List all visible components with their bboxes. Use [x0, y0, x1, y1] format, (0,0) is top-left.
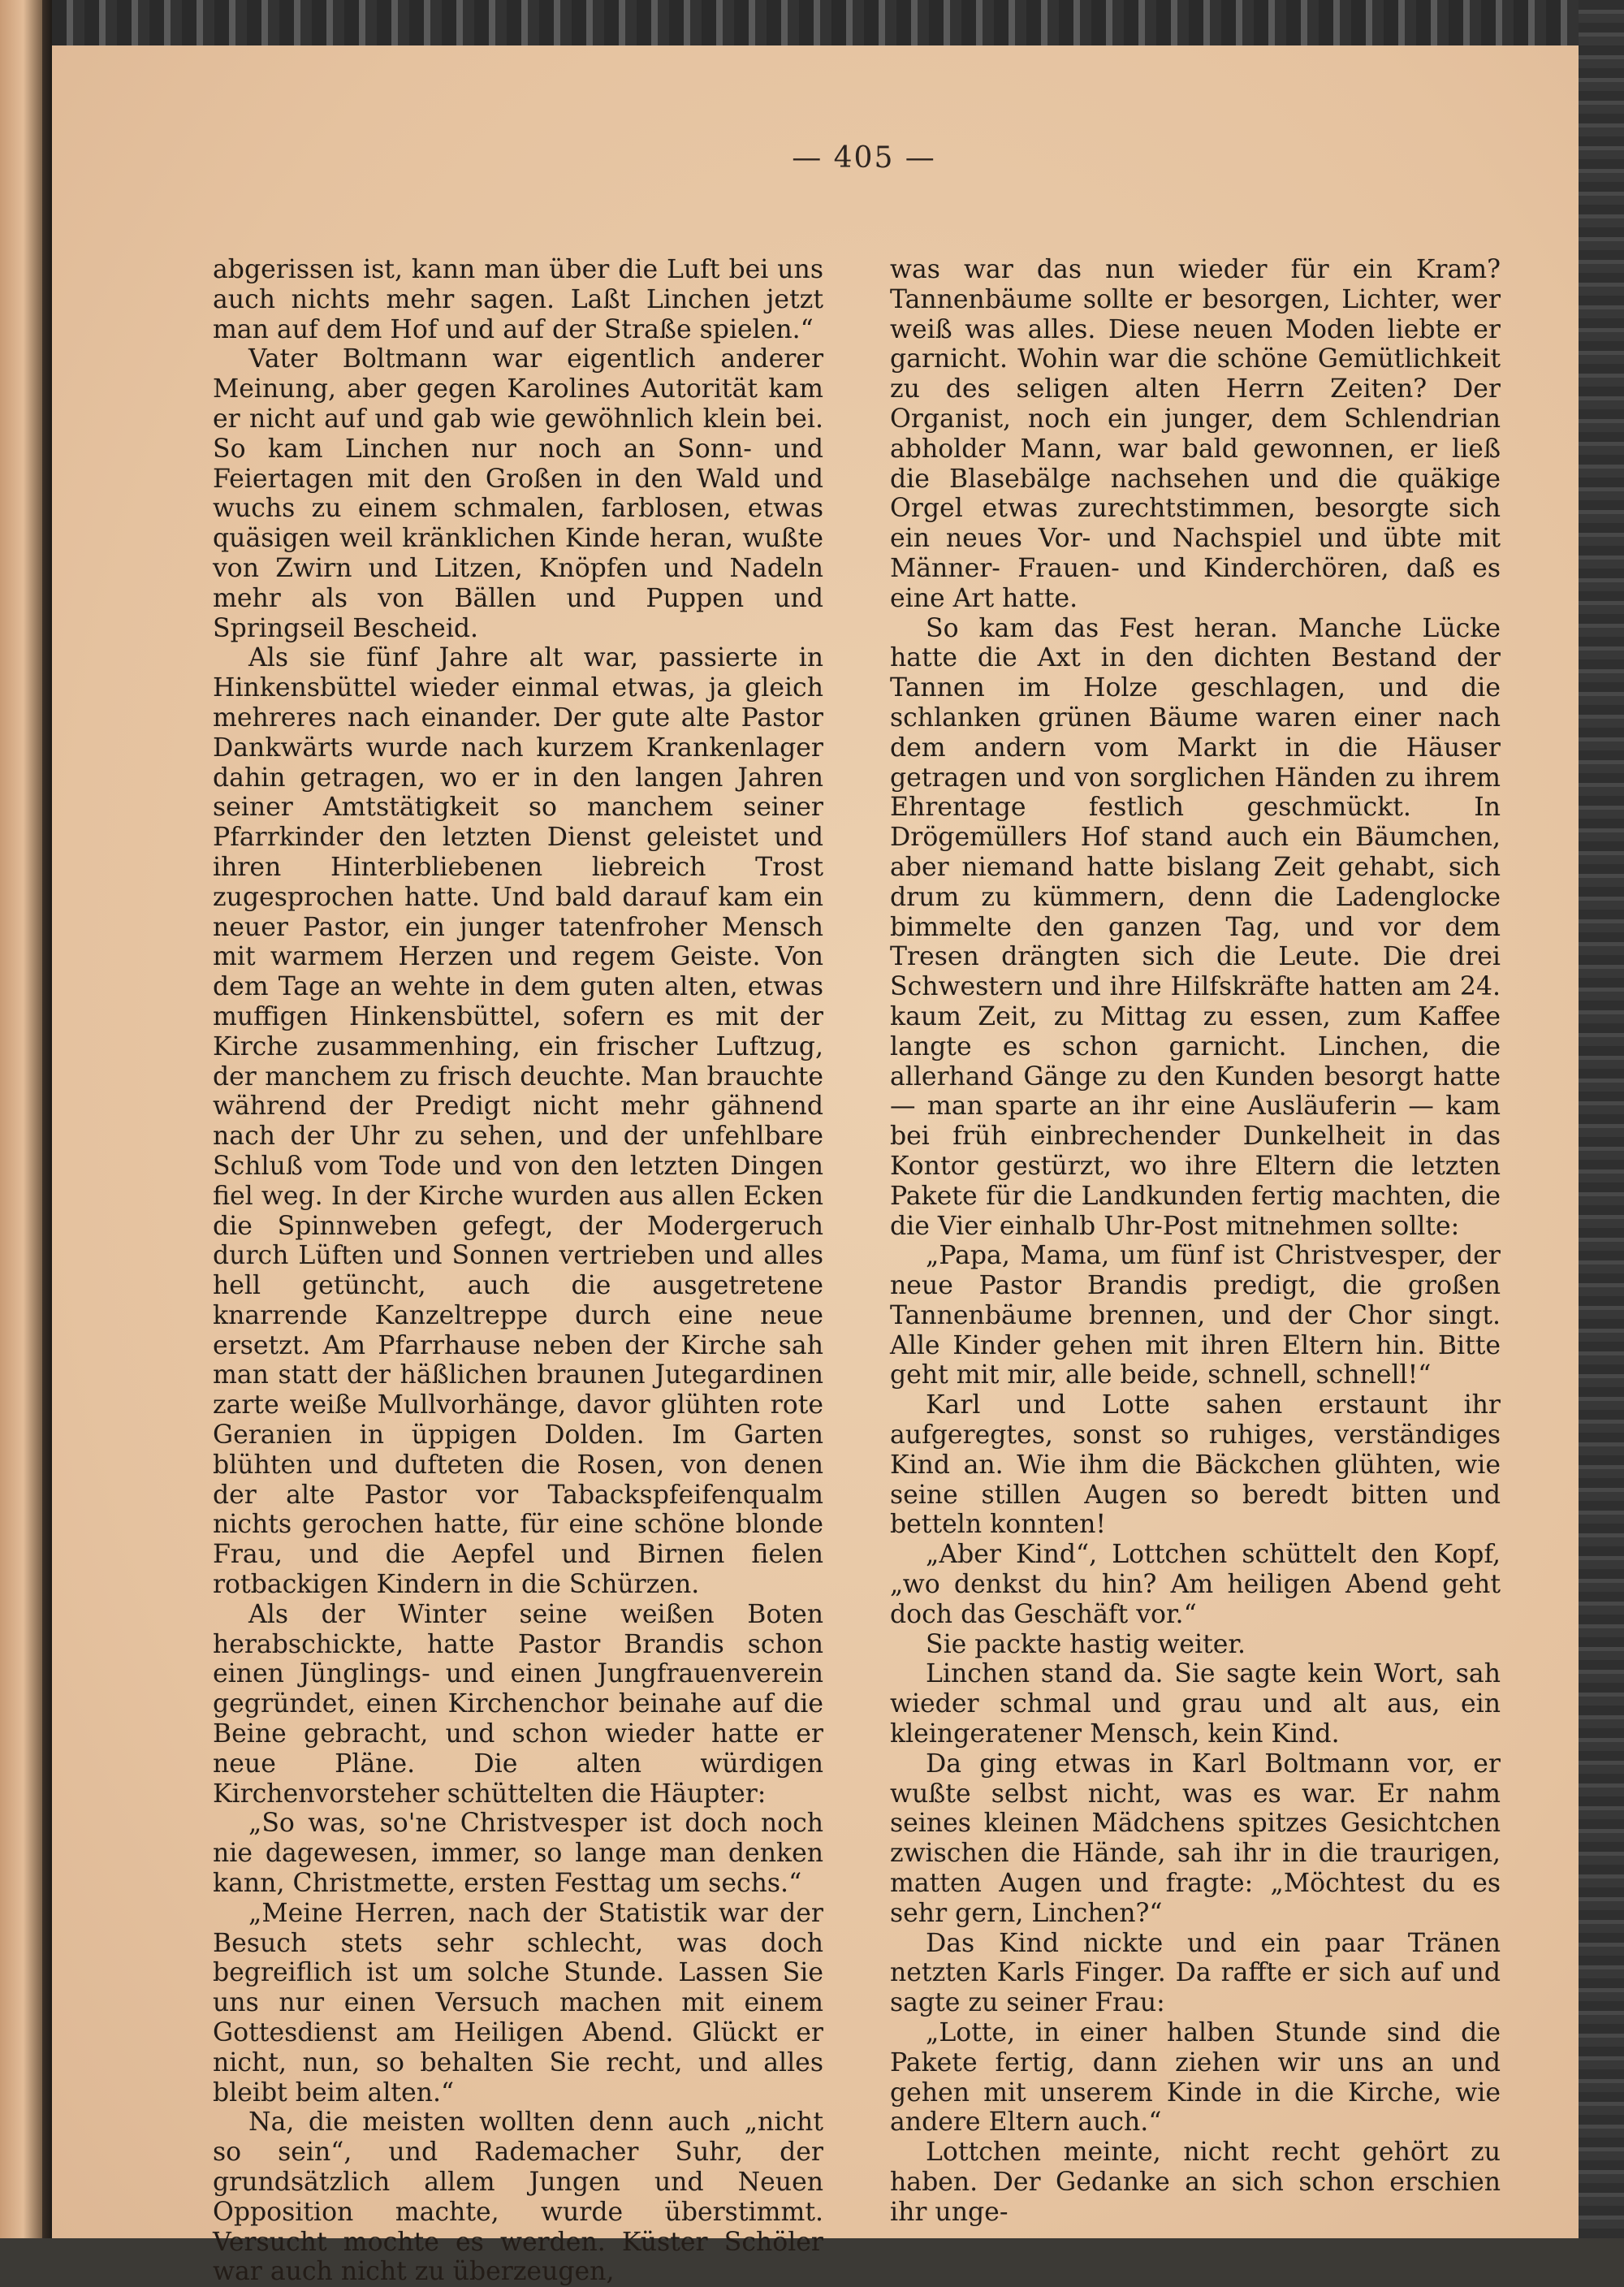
right-text-column: [890, 255, 1501, 2228]
paragraph: Lottchen meinte, nicht recht gehört zu haben. Der Gedanke an sich schon erschien ihr unge-: [890, 2138, 1501, 2227]
page: [52, 45, 1579, 2287]
paragraph: Na, die meisten wollten denn auch „nicht so sein“, und Rademacher Suhr, der grundsätzlich allem Jungen und Neuen Opposition machte, wurde überstimmt. Versucht mochte es werden. Küster Schöler war auch nicht zu überzeugen,: [213, 2108, 823, 2287]
paragraph: Karl und Lotte sahen erstaunt ihr aufgeregtes, sonst so ruhiges, verständiges Kind an. Wie ihm die Bäckchen glühten, wie seine stillen Augen so beredt bitten und betteln konnten!: [890, 1390, 1501, 1540]
paragraph: Vater Boltmann war eigentlich anderer Meinung, aber gegen Karolines Autorität kam er nicht auf und gab wie gewöhnlich klein bei. So kam Linchen nur noch an Sonn- und Feiertagen mit den Großen in den Wald und wuchs zu einem schmalen, farblosen, etwas quäsigen weil kränklichen Kinde heran, wußte von Zwirn und Litzen, Knöpfen und Nadeln mehr als von Bällen und Puppen und Springseil Bescheid.: [213, 344, 823, 643]
paragraph: „Lotte, in einer halben Stunde sind die Pakete fertig, dann ziehen wir uns an und gehen mit unserem Kinde in die Kirche, wie andere Eltern auch.“: [890, 2018, 1501, 2138]
paragraph: „Aber Kind“, Lottchen schüttelt den Kopf, „wo denkst du hin? Am heiligen Abend geht doch das Geschäft vor.“: [890, 1540, 1501, 1629]
paragraph: was war das nun wieder für ein Kram? Tannenbäume sollte er besorgen, Lichter, wer weiß was alles. Diese neuen Moden liebte er garnicht. Wohin war die schöne Gemütlichkeit zu des seligen alten Herrn Zeiten? Der Organist, noch ein junger, dem Schlendrian abholder Mann, war bald gewonnen, er ließ die Blasebälge nachsehen und die quäkige Orgel etwas zurechtstimmen, besorgte sich ein neues Vor- und Nachspiel und übte mit Männer- Frauen- und Kinderchören, daß es eine Art hatte.: [890, 255, 1501, 613]
left-text-column: [213, 255, 823, 2287]
paragraph: Als sie fünf Jahre alt war, passierte in Hinkensbüttel wieder einmal etwas, ja gleich mehreres nach einander. Der gute alte Pastor Dankwärts wurde nach kurzem Krankenlager dahin getragen, wo er in den langen Jahren seiner Amtstätigkeit so manchem seiner Pfarrkinder den letzten Dienst geleistet und ihren Hinterbliebenen liebreich Trost zugesprochen hatte. Und bald darauf kam ein neuer Pastor, ein junger tatenfroher Mensch mit warmem Herzen und regem Geiste. Von dem Tage an wehte in dem guten alten, etwas muffigen Hinkensbüttel, sofern es mit der Kirche zusammenhing, ein frischer Luftzug, der manchem zu frisch deuchte. Man brauchte während der Predigt nicht mehr gähnend nach der Uhr zu sehen, und der unfehlbare Schluß vom Tode und von den letzten Dingen fiel weg. In der Kirche wurden aus allen Ecken die Spinnweben gefegt, der Modergeruch durch Lüften und Sonnen vertrieben und alles hell getüncht, auch die ausgetretene knarrende Kanzeltreppe durch eine neue ersetzt. Am Pfarrhause neben der Kirche sah man statt der häßlichen braunen Jutegardinen zarte weiße Mullvorhänge, davor glühten rote Geranien in üppigen Dolden. Im Garten blühten und dufteten die Rosen, von denen der alte Pastor vor Tabackspfeifenqualm nichts gerochen hatte, für eine schöne blonde Frau, und die Aepfel und Birnen fielen rotbackigen Kindern in die Schürzen.: [213, 643, 823, 1600]
paragraph: Sie packte hastig weiter.: [926, 1629, 1246, 1659]
book-cover-right-edge: [1579, 0, 1624, 2238]
paragraph: „Papa, Mama, um fünf ist Christvesper, der neue Pastor Brandis predigt, die großen Tannenbäume brennen, und der Chor singt. Alle Kinder gehen mit ihren Eltern hin. Bitte geht mit mir, alle beide, schnell, schnell!“: [890, 1241, 1501, 1390]
paragraph: Als der Winter seine weißen Boten herabschickte, hatte Pastor Brandis schon einen Jünglings- und einen Jungfrauenverein gegründet, einen Kirchenchor beinahe auf die Beine gebracht, und schon wieder hatte er neue Pläne. Die alten würdigen Kirchenvorsteher schüttelten die Häupter:: [213, 1599, 823, 1809]
page-number: — 405 —: [792, 141, 936, 175]
book-gutter: [42, 0, 52, 2238]
paragraph: Da ging etwas in Karl Boltmann vor, er wußte selbst nicht, was es war. Er nahm seines kleinen Mädchens spitzes Gesichtchen zwischen die Hände, sah ihr in die traurigen, matten Augen und fragte: „Möchtest du es sehr gern, Linchen?“: [890, 1749, 1501, 1928]
paragraph: Das Kind nickte und ein paar Tränen netzten Karls Finger. Da raffte er sich auf und sagte zu seiner Frau:: [890, 1928, 1501, 2018]
paragraph: „So was, so'ne Christvesper ist doch noch nie dagewesen, immer, so lange man denken kann, Christmette, ersten Festtag um sechs.“: [213, 1809, 823, 1899]
paragraph: „Meine Herren, nach der Statistik war der Besuch stets sehr schlecht, was doch begreiflich ist um solche Stunde. Lassen Sie uns nur einen Versuch machen mit einem Gottesdienst am Heiligen Abend. Glückt er nicht, nun, so behalten Sie recht, und alles bleibt beim alten.“: [213, 1898, 823, 2108]
paragraph: So kam das Fest heran. Manche Lücke hatte die Axt in den dichten Bestand der Tannen im Holze geschlagen, und die schlanken grünen Bäume waren einer nach dem andern vom Markt in die Häuser getragen und von sorglichen Händen zu ihrem Ehrentage festlich geschmückt. In Drögemüllers Hof stand auch ein Bäumchen, aber niemand hatte bislang Zeit gehabt, sich drum zu kümmern, denn die Ladenglocke bimmelte den ganzen Tag, und vor dem Tresen drängten sich die Leute. Die drei Schwestern und ihre Hilfskräfte hatten am 24. kaum Zeit, zu Mittag zu essen, zum Kaffee langte es schon garnicht. Linchen, die allerhand Gänge zu den Kunden besorgt hatte — man sparte an ihr eine Ausläuferin — kam bei früh einbrechender Dunkelheit in das Kontor gestürzt, wo ihre Eltern die letzten Pakete für die Landkunden fertig machten, die die Vier einhalb Uhr-Post mitnehmen sollte:: [890, 613, 1501, 1241]
paragraph: Linchen stand da. Sie sagte kein Wort, sah wieder schmal und grau und alt aus, ein kleingeratener Mensch, kein Kind.: [890, 1659, 1501, 1749]
paragraph: abgerissen ist, kann man über die Luft bei uns auch nichts mehr sagen. Laßt Linchen jetzt man auf dem Hof und auf der Straße spielen.“: [213, 255, 823, 344]
previous-page-edge: [0, 0, 42, 2238]
book-cover-top-edge: [52, 0, 1579, 52]
